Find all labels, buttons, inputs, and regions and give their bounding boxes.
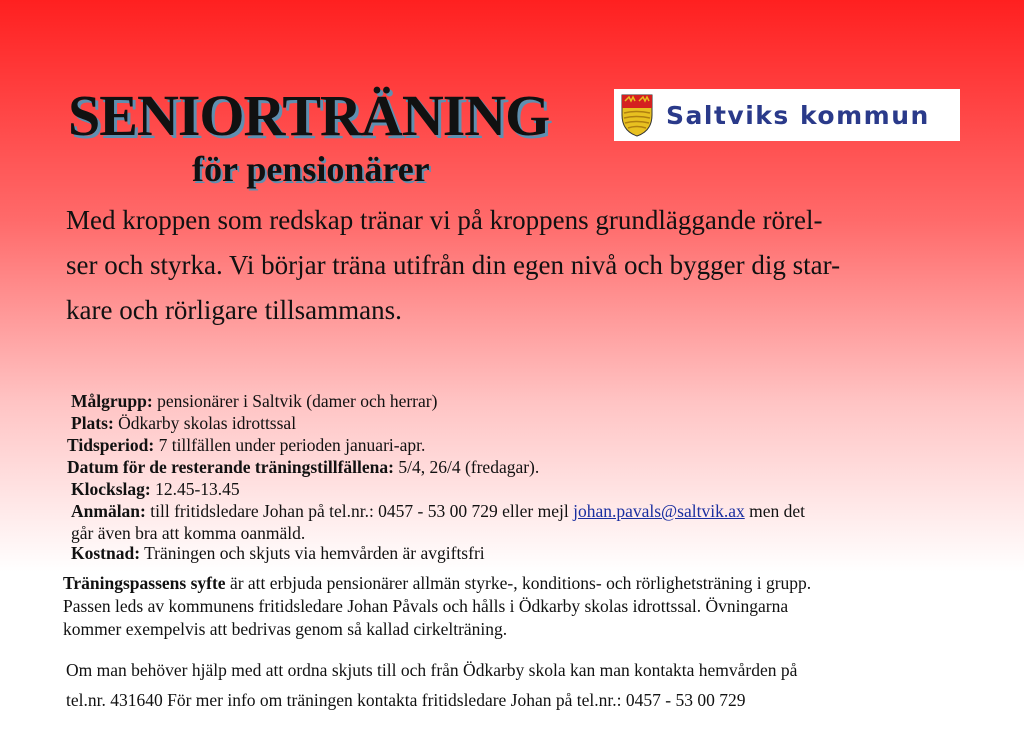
transport-line-1: Om man behöver hjälp med att ordna skjuts till och från Ödkarby skola kan man kontakta hemvården på: [66, 660, 798, 680]
detail-tidsperiod: [67, 434, 425, 456]
detail-label: Klockslag:: [71, 479, 151, 499]
detail-datum: [67, 456, 539, 478]
purpose-line-3: kommer exempelvis att bedrivas genom så kallad cirkelträning.: [63, 619, 508, 639]
purpose-text: är att erbjuda pensionärer allmän styrke-, konditions- och rörlighetsträning i grupp.: [225, 573, 812, 593]
detail-value: pensionärer i Saltvik (damer och herrar): [152, 391, 438, 411]
detail-value: men det: [744, 501, 805, 521]
poster-title: SENIORTRÄNING: [68, 83, 550, 148]
detail-kostnad: [71, 542, 485, 564]
intro-line: ser och styrka. Vi börjar träna utifrån din egen nivå och bygger dig star-: [66, 250, 841, 280]
detail-label: Anmälan:: [71, 501, 146, 521]
email-link[interactable]: johan.pavals@saltvik.ax: [573, 501, 745, 521]
intro-text: [66, 198, 966, 333]
detail-label: Plats:: [71, 413, 114, 433]
logo-text: Saltviks kommun: [666, 100, 930, 130]
municipality-logo: [614, 89, 960, 141]
purpose-label: Träningspassens syfte: [63, 573, 226, 593]
detail-anmalan: [71, 500, 805, 522]
detail-label: Datum för de resterande träningstillfällena:: [67, 457, 394, 477]
detail-anmalan-cont: går även bra att komma oanmäld.: [71, 523, 306, 543]
intro-line: Med kroppen som redskap tränar vi på kroppens grundläggande rörel-: [66, 205, 823, 235]
coat-of-arms-icon: [620, 93, 654, 137]
detail-value: Träningen och skjuts via hemvården är avgiftsfri: [140, 543, 485, 563]
detail-plats: [71, 412, 296, 434]
transport-line-2: tel.nr. 431640 För mer info om träningen kontakta fritidsledare Johan på tel.nr.: 0457 - 53 00 729: [66, 690, 746, 710]
detail-value: 7 tillfällen under perioden januari-apr.: [154, 435, 426, 455]
detail-value: Ödkarby skolas idrottssal: [113, 413, 297, 433]
purpose-line-1: [63, 572, 811, 594]
detail-value: till fritidsledare Johan på tel.nr.: 0457 - 53 00 729 eller mejl: [145, 501, 574, 521]
detail-klockslag: [71, 478, 240, 500]
intro-line: kare och rörligare tillsammans.: [66, 295, 402, 325]
detail-value: 5/4, 26/4 (fredagar).: [393, 457, 540, 477]
poster-subtitle: för pensionärer: [192, 149, 430, 189]
detail-malgrupp: [71, 390, 437, 412]
purpose-line-2: Passen leds av kommunens fritidsledare Johan Påvals och hålls i Ödkarby skolas idrottssal. Övningarna: [63, 596, 789, 616]
detail-value: 12.45-13.45: [150, 479, 240, 499]
detail-label: Tidsperiod:: [67, 435, 155, 455]
detail-label: Kostnad:: [71, 543, 141, 563]
detail-label: Målgrupp:: [71, 391, 153, 411]
